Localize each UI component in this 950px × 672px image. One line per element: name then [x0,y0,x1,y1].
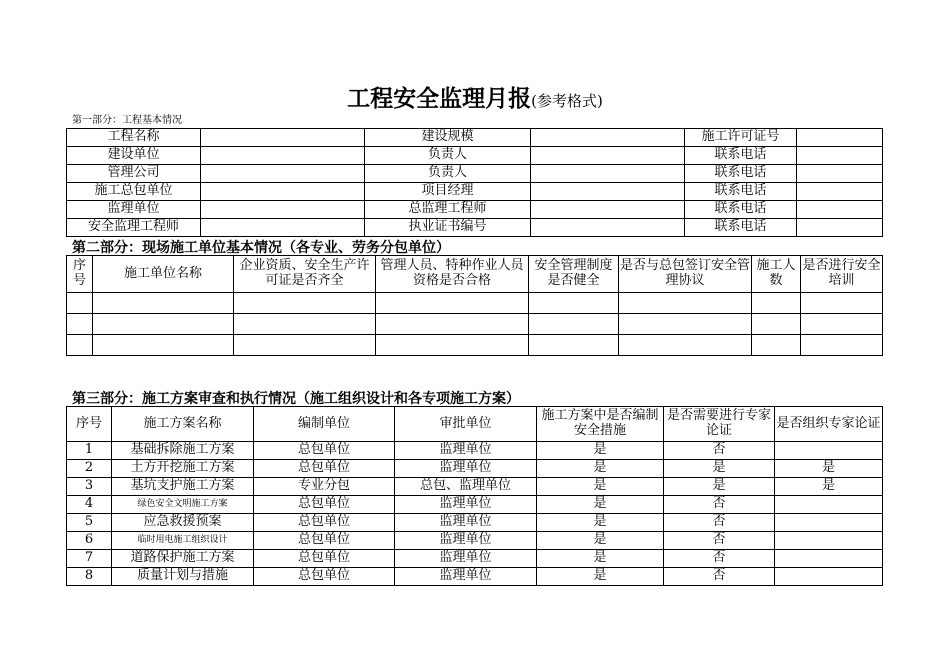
info-value-cell [531,201,685,219]
info-value-cell [201,183,365,201]
info-value-cell [531,165,685,183]
report-title [0,80,950,113]
table-cell [234,335,376,356]
table-cell [376,293,529,314]
table-cell [529,314,619,335]
info-value-cell [797,129,883,147]
table-cell: 否 [664,514,775,532]
table-cell [775,568,883,586]
column-header: 是否与总包签订安全管理协议 [619,256,752,293]
info-label-cell: 联系电话 [685,147,797,165]
table-cell: 否 [664,532,775,550]
table-cell: 专业分包 [254,478,395,496]
info-label-cell: 建设单位 [67,147,201,165]
table-cell: 监理单位 [395,460,537,478]
table-cell [67,335,93,356]
plan-review-table [66,406,883,586]
column-header: 序号 [67,407,112,442]
table-cell: 总包、监理单位 [395,478,537,496]
info-label-cell: 联系电话 [685,165,797,183]
table-cell [93,335,234,356]
column-header: 施工单位名称 [93,256,234,293]
info-value-cell [797,183,883,201]
info-value-cell [531,219,685,237]
table-cell: 土方开挖施工方案 [112,460,254,478]
table-cell: 总包单位 [254,532,395,550]
info-value-cell [531,129,685,147]
table-cell [801,314,883,335]
table-cell [619,314,752,335]
table-cell [801,293,883,314]
info-row [67,219,883,237]
info-label-cell: 监理单位 [67,201,201,219]
info-label-cell: 负责人 [365,165,531,183]
info-value-cell [797,219,883,237]
table-cell: 应急救援预案 [112,514,254,532]
info-label-cell: 工程名称 [67,129,201,147]
table-cell: 道路保护施工方案 [112,550,254,568]
table-cell: 3 [67,478,112,496]
column-header: 安全管理制度是否健全 [529,256,619,293]
table-cell: 监理单位 [395,568,537,586]
table-row [67,568,883,586]
table-cell: 绿色安全文明施工方案 [112,496,254,514]
info-row [67,147,883,165]
info-value-cell [201,165,365,183]
table-cell [619,335,752,356]
table-cell [234,293,376,314]
table-cell: 总包单位 [254,514,395,532]
section1-label: 第一部分：工程基本情况 [72,115,182,126]
column-header: 施工人数 [752,256,801,293]
table-cell: 是 [537,550,664,568]
column-header: 是否进行安全培训 [801,256,883,293]
table-cell: 是 [537,496,664,514]
table-cell: 否 [664,550,775,568]
table-cell: 否 [664,568,775,586]
table-cell: 基坑支护施工方案 [112,478,254,496]
table-cell: 是 [537,460,664,478]
table-row [67,442,883,460]
basic-info-table [66,128,883,237]
table-cell [67,293,93,314]
column-header: 编制单位 [254,407,395,442]
table-cell [775,496,883,514]
column-header: 施工方案名称 [112,407,254,442]
info-label-cell: 施工总包单位 [67,183,201,201]
column-header: 审批单位 [395,407,537,442]
table-cell [775,442,883,460]
info-label-cell: 联系电话 [685,183,797,201]
section3-label: 第三部分：施工方案审查和执行情况（施工组织设计和各专项施工方案） [72,391,520,407]
title-main: 工程安全监理月报 [347,85,532,112]
table-cell: 是 [775,460,883,478]
info-label-cell: 执业证书编号 [365,219,531,237]
info-label-cell: 管理公司 [67,165,201,183]
table-cell: 7 [67,550,112,568]
info-label-cell: 建设规模 [365,129,531,147]
info-label-cell: 项目经理 [365,183,531,201]
table-cell [801,335,883,356]
column-header: 是否需要进行专家论证 [664,407,775,442]
table-cell: 监理单位 [395,496,537,514]
title-sub: (参考格式) [531,92,603,110]
info-row [67,129,883,147]
table-row [67,293,883,314]
info-value-cell [797,201,883,219]
contractor-table [66,255,883,356]
table-cell: 是 [537,478,664,496]
table-cell: 总包单位 [254,460,395,478]
column-header: 施工方案中是否编制安全措施 [537,407,664,442]
table-cell: 是 [537,442,664,460]
info-value-cell [797,147,883,165]
table-cell [529,293,619,314]
table-cell [376,335,529,356]
table-cell [752,335,801,356]
info-label-cell: 总监理工程师 [365,201,531,219]
table-cell: 是 [664,478,775,496]
table-row [67,335,883,356]
table-cell: 5 [67,514,112,532]
table-row [67,514,883,532]
info-value-cell [201,129,365,147]
info-value-cell [797,165,883,183]
table-cell [752,293,801,314]
info-value-cell [201,147,365,165]
column-header: 是否组织专家论证 [775,407,883,442]
info-label-cell: 联系电话 [685,201,797,219]
table-cell [775,550,883,568]
table-cell: 2 [67,460,112,478]
table-cell: 4 [67,496,112,514]
table-cell: 监理单位 [395,550,537,568]
info-label-cell: 负责人 [365,147,531,165]
table-cell [93,293,234,314]
section2-label: 第二部分：现场施工单位基本情况（各专业、劳务分包单位） [72,240,450,256]
table-row [67,532,883,550]
info-label-cell: 施工许可证号 [685,129,797,147]
table-cell: 监理单位 [395,442,537,460]
table-row [67,314,883,335]
table-cell: 是 [537,568,664,586]
column-header: 管理人员、特种作业人员资格是否合格 [376,256,529,293]
table-cell: 1 [67,442,112,460]
table-cell [67,314,93,335]
info-value-cell [531,147,685,165]
table-cell [775,532,883,550]
info-row [67,165,883,183]
table-cell: 是 [537,532,664,550]
table-cell: 否 [664,442,775,460]
table-cell [376,314,529,335]
table-row [67,550,883,568]
table-cell: 是 [537,514,664,532]
column-header: 企业资质、安全生产许可证是否齐全 [234,256,376,293]
table-cell: 是 [775,478,883,496]
info-value-cell [531,183,685,201]
table-row [67,460,883,478]
column-header: 序号 [67,256,93,293]
table-cell: 质量计划与措施 [112,568,254,586]
table-cell: 基础拆除施工方案 [112,442,254,460]
table-cell [619,293,752,314]
table-cell: 总包单位 [254,496,395,514]
info-row [67,201,883,219]
table-cell: 否 [664,496,775,514]
table-cell [93,314,234,335]
table-cell: 总包单位 [254,568,395,586]
table-cell: 总包单位 [254,442,395,460]
table-cell: 8 [67,568,112,586]
table-cell [529,335,619,356]
info-label-cell: 安全监理工程师 [67,219,201,237]
table-cell: 6 [67,532,112,550]
table-row [67,478,883,496]
table-cell: 监理单位 [395,514,537,532]
info-label-cell: 联系电话 [685,219,797,237]
info-row [67,183,883,201]
table-cell: 临时用电施工组织设计 [112,532,254,550]
info-value-cell [201,219,365,237]
table-cell: 监理单位 [395,532,537,550]
table-cell: 总包单位 [254,550,395,568]
table-cell [234,314,376,335]
table-row [67,496,883,514]
info-value-cell [201,201,365,219]
table-cell: 是 [664,460,775,478]
table-cell [752,314,801,335]
table-cell [775,514,883,532]
